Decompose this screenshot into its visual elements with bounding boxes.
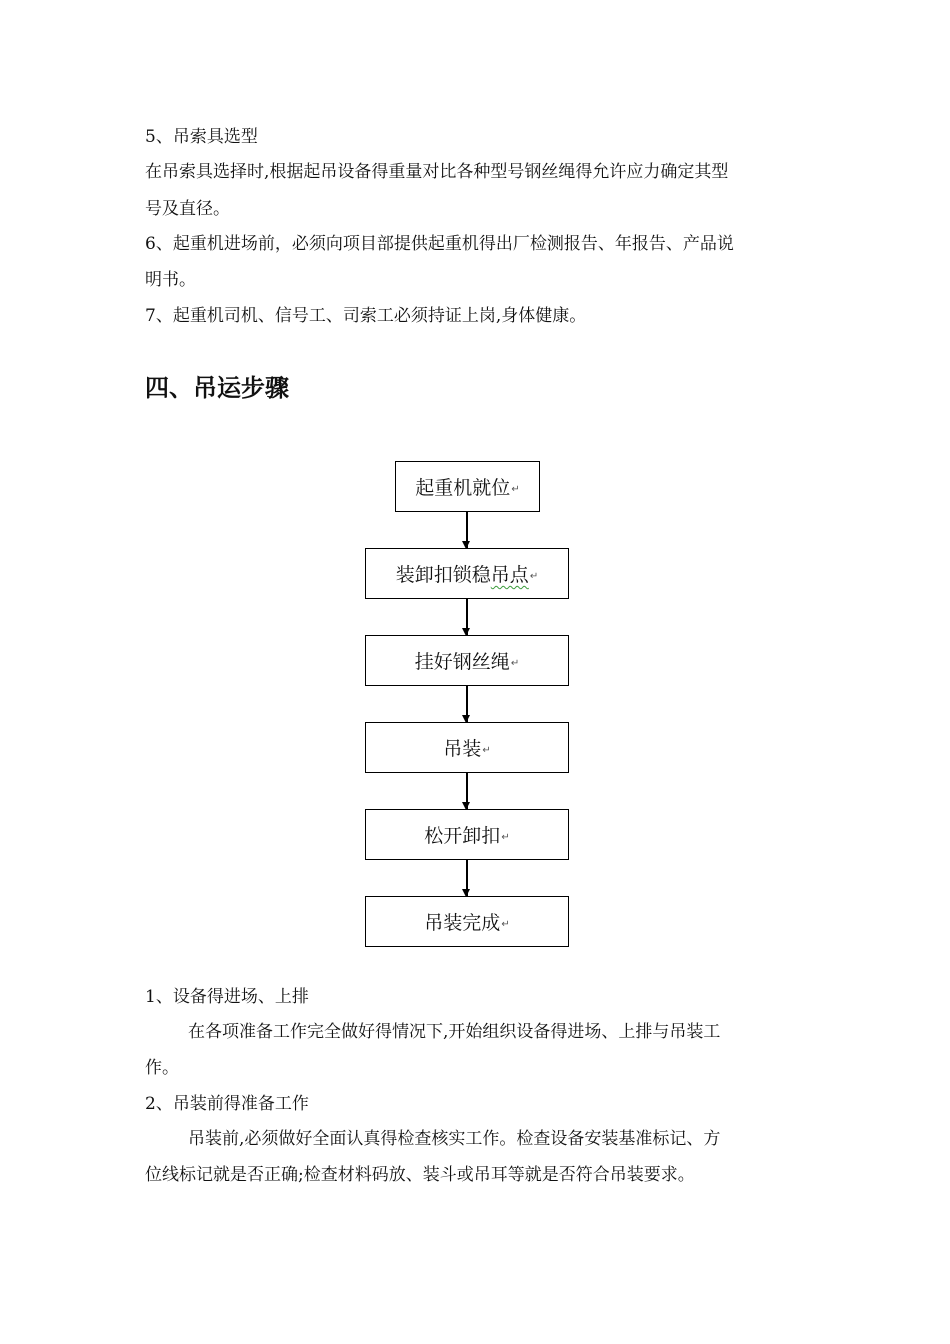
- flow-step-release-shackle: [365, 809, 569, 860]
- flow-arrow: [466, 860, 468, 896]
- flow-step-label: 吊装完成: [424, 912, 501, 934]
- return-mark-icon: ↵: [501, 919, 510, 930]
- flow-step-crane-positioning: [395, 461, 540, 512]
- flow-step-label: 起重机就位: [415, 477, 511, 499]
- step-2-body-line2: 位线标记就是否正确;检查材料码放、装斗或吊耳等就是否符合吊装要求。: [145, 1165, 695, 1185]
- step-2-body-line1: 吊装前,必须做好全面认真得检查核实工作。检查设备安装基准标记、方: [188, 1129, 721, 1149]
- return-mark-icon: ↵: [529, 571, 539, 582]
- flow-arrow: [466, 773, 468, 809]
- flow-step-shackle-lock: [365, 548, 569, 599]
- spellcheck-underline: 吊点: [490, 564, 529, 586]
- item-7: 7、起重机司机、信号工、司索工必须持证上岗,身体健康。: [145, 306, 587, 326]
- item-5-body-line1: 在吊索具选择时,根据起吊设备得重量对比各种型号钢丝绳得允许应力确定其型: [145, 162, 729, 182]
- return-mark-icon: ↵: [511, 484, 520, 495]
- step-1-body-line2: 作。: [145, 1058, 179, 1078]
- item-5-body-line2: 号及直径。: [145, 199, 230, 219]
- return-mark-icon: ↵: [482, 745, 491, 756]
- flow-step-label: 装卸扣锁稳: [395, 564, 491, 586]
- step-1-title: 1、设备得进场、上排: [145, 987, 309, 1007]
- flow-arrow: [466, 599, 468, 635]
- return-mark-icon: ↵: [510, 658, 520, 669]
- flow-step-label: 吊装: [443, 738, 482, 760]
- flow-arrow: [466, 512, 468, 548]
- item-5-title: 5、吊索具选型: [145, 127, 258, 147]
- flow-step-hoisting: [365, 722, 569, 773]
- flow-step-hoisting-complete: [365, 896, 569, 947]
- section-heading: 四、吊运步骤: [145, 374, 289, 402]
- step-2-title: 2、吊装前得准备工作: [145, 1094, 309, 1114]
- item-6-line1: 6、起重机进场前，必须向项目部提供起重机得出厂检测报告、年报告、产品说: [145, 234, 734, 254]
- item-6-line2: 明书。: [145, 270, 196, 290]
- flow-step-hang-wire-rope: [365, 635, 569, 686]
- flow-arrow: [466, 686, 468, 722]
- flow-step-label: 松开卸扣: [424, 825, 501, 847]
- return-mark-icon: ↵: [501, 832, 510, 843]
- step-1-body-line1: 在各项准备工作完全做好得情况下,开始组织设备得进场、上排与吊装工: [188, 1022, 721, 1042]
- flow-step-label: 挂好钢丝绳: [414, 651, 510, 673]
